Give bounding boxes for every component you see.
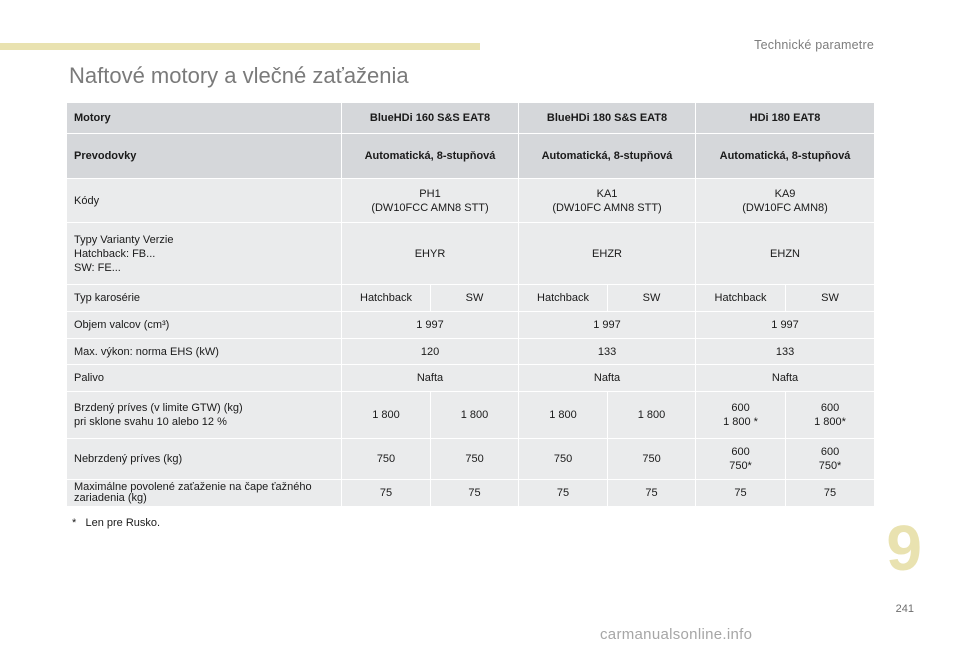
variants-label-line: Typy Varianty Verzie: [74, 233, 174, 246]
footnote-marker: *: [72, 517, 77, 529]
watermark: carmanualsonline.info: [600, 626, 753, 643]
footnote: [72, 517, 160, 529]
table-row-nose-load: [67, 480, 875, 507]
braked-cell: 1 800: [519, 392, 608, 439]
table-row-body-type: [67, 285, 875, 312]
variants-label-line: SW: FE...: [74, 261, 121, 274]
capacity-cell: 1 997: [342, 312, 519, 339]
engine-spec-table: [66, 102, 875, 507]
page-number: 241: [895, 603, 914, 615]
row-label-unbraked-trailer: Nebrzdený príves (kg): [67, 439, 342, 480]
braked-cell: 1 800: [608, 392, 696, 439]
row-label-body-type: Typ karosérie: [67, 285, 342, 312]
code-value: PH1: [419, 187, 441, 200]
table-row-fuel: [67, 365, 875, 392]
table-row-power: [67, 339, 875, 365]
capacity-cell: 1 997: [519, 312, 696, 339]
table-row-braked-trailer: [67, 392, 875, 439]
nose-load-cell: 75: [696, 480, 786, 507]
fuel-cell: Nafta: [342, 365, 519, 392]
braked-value-footnoted: 1 800*: [814, 416, 846, 428]
braked-cell: [786, 392, 875, 439]
table-header-row: [67, 103, 875, 134]
braked-cell: 1 800: [431, 392, 519, 439]
nose-load-cell: 75: [786, 480, 875, 507]
braked-label-line: pri sklone svahu 10 alebo 12 %: [74, 416, 227, 428]
power-cell: 133: [696, 339, 875, 365]
body-type-cell: SW: [608, 285, 696, 312]
row-label-gearbox: Prevodovky: [67, 134, 342, 179]
gearbox-cell: Automatická, 8-stupňová: [696, 134, 875, 179]
braked-cell: [696, 392, 786, 439]
variant-cell: EHZN: [696, 223, 875, 285]
variant-cell: EHZR: [519, 223, 696, 285]
code-value: KA9: [774, 187, 796, 200]
unbraked-cell: 750: [608, 439, 696, 480]
table-row-codes: [67, 179, 875, 223]
unbraked-cell: [786, 439, 875, 480]
braked-value: 600: [820, 402, 840, 414]
code-engine-type: (DW10FCC AMN8 STT): [371, 201, 489, 214]
code-cell: [342, 179, 519, 223]
unbraked-value: 600: [820, 446, 840, 458]
nose-load-cell: 75: [431, 480, 519, 507]
row-label-braked-trailer: [67, 392, 342, 439]
braked-cell: 1 800: [342, 392, 431, 439]
body-type-cell: SW: [431, 285, 519, 312]
unbraked-value-footnoted: 750*: [729, 460, 752, 472]
body-type-cell: Hatchback: [696, 285, 786, 312]
braked-value-footnoted: 1 800 *: [723, 416, 758, 428]
unbraked-value-footnoted: 750*: [818, 460, 842, 472]
fuel-cell: Nafta: [519, 365, 696, 392]
table-row-capacity: [67, 312, 875, 339]
row-label-engines: Motory: [67, 103, 342, 134]
code-cell: [696, 179, 875, 223]
power-cell: 120: [342, 339, 519, 365]
row-label-codes: Kódy: [67, 179, 342, 223]
footnote-text: Len pre Rusko.: [85, 517, 161, 529]
code-engine-type: (DW10FC AMN8 STT): [552, 201, 662, 214]
nose-load-cell: 75: [342, 480, 431, 507]
page-title: Naftové motory a vlečné zaťaženia: [69, 63, 409, 88]
engine-header-cell: BlueHDi 160 S&S EAT8: [342, 103, 519, 134]
header-accent-bar: [0, 43, 480, 50]
row-label-fuel: Palivo: [67, 365, 342, 392]
variant-cell: EHYR: [342, 223, 519, 285]
row-label-capacity: Objem valcov (cm³): [67, 312, 342, 339]
power-cell: 133: [519, 339, 696, 365]
table-row-variants: [67, 223, 875, 285]
section-label: Technické parametre: [754, 38, 874, 52]
braked-label-line: Brzdený príves (v limite GTW) (kg): [74, 402, 243, 414]
table-row-gearbox: [67, 134, 875, 179]
variants-label-line: Hatchback: FB...: [74, 247, 156, 260]
gearbox-cell: Automatická, 8-stupňová: [519, 134, 696, 179]
gearbox-cell: Automatická, 8-stupňová: [342, 134, 519, 179]
unbraked-value: 600: [731, 446, 750, 458]
engine-header-cell: HDi 180 EAT8: [696, 103, 875, 134]
chapter-number: 9: [886, 512, 922, 584]
body-type-cell: Hatchback: [342, 285, 431, 312]
nose-load-cell: 75: [608, 480, 696, 507]
row-label-nose-load: Maximálne povolené zaťaženie na čape ťažného zariadenia (kg): [67, 480, 342, 507]
code-engine-type: (DW10FC AMN8): [742, 201, 828, 214]
table-row-unbraked-trailer: [67, 439, 875, 480]
unbraked-cell: 750: [431, 439, 519, 480]
body-type-cell: Hatchback: [519, 285, 608, 312]
nose-load-cell: 75: [519, 480, 608, 507]
capacity-cell: 1 997: [696, 312, 875, 339]
unbraked-cell: 750: [342, 439, 431, 480]
unbraked-cell: [696, 439, 786, 480]
fuel-cell: Nafta: [696, 365, 875, 392]
code-value: KA1: [596, 187, 618, 200]
unbraked-cell: 750: [519, 439, 608, 480]
code-cell: [519, 179, 696, 223]
braked-value: 600: [731, 402, 750, 414]
row-label-variants: [67, 223, 342, 285]
row-label-power: Max. výkon: norma EHS (kW): [67, 339, 342, 365]
body-type-cell: SW: [786, 285, 875, 312]
engine-header-cell: BlueHDi 180 S&S EAT8: [519, 103, 696, 134]
